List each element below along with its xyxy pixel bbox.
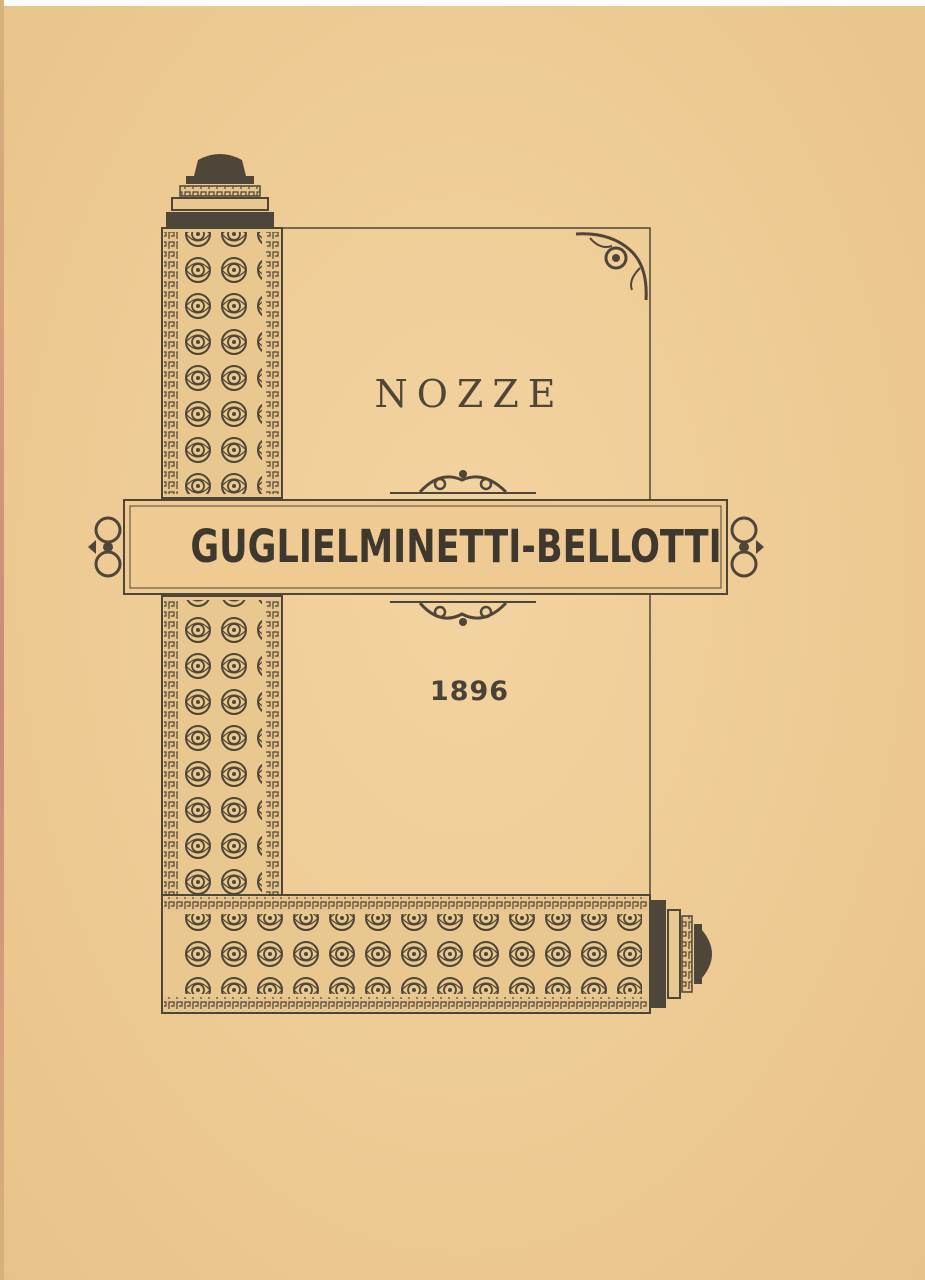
cover-year: 1896 [429,676,510,707]
band-cap-right [650,900,712,1008]
flourish-top-icon [390,470,536,493]
banner-scroll-right [732,518,764,576]
column-cap-top [166,154,274,228]
corner-flourish-icon [576,234,646,300]
cover-names: GUGLIELMINETTI-BELLOTTI [190,520,722,573]
flourish-bottom-icon [390,602,536,626]
cover-heading: NOZZE [374,372,565,416]
banner-scroll-left [88,518,120,576]
